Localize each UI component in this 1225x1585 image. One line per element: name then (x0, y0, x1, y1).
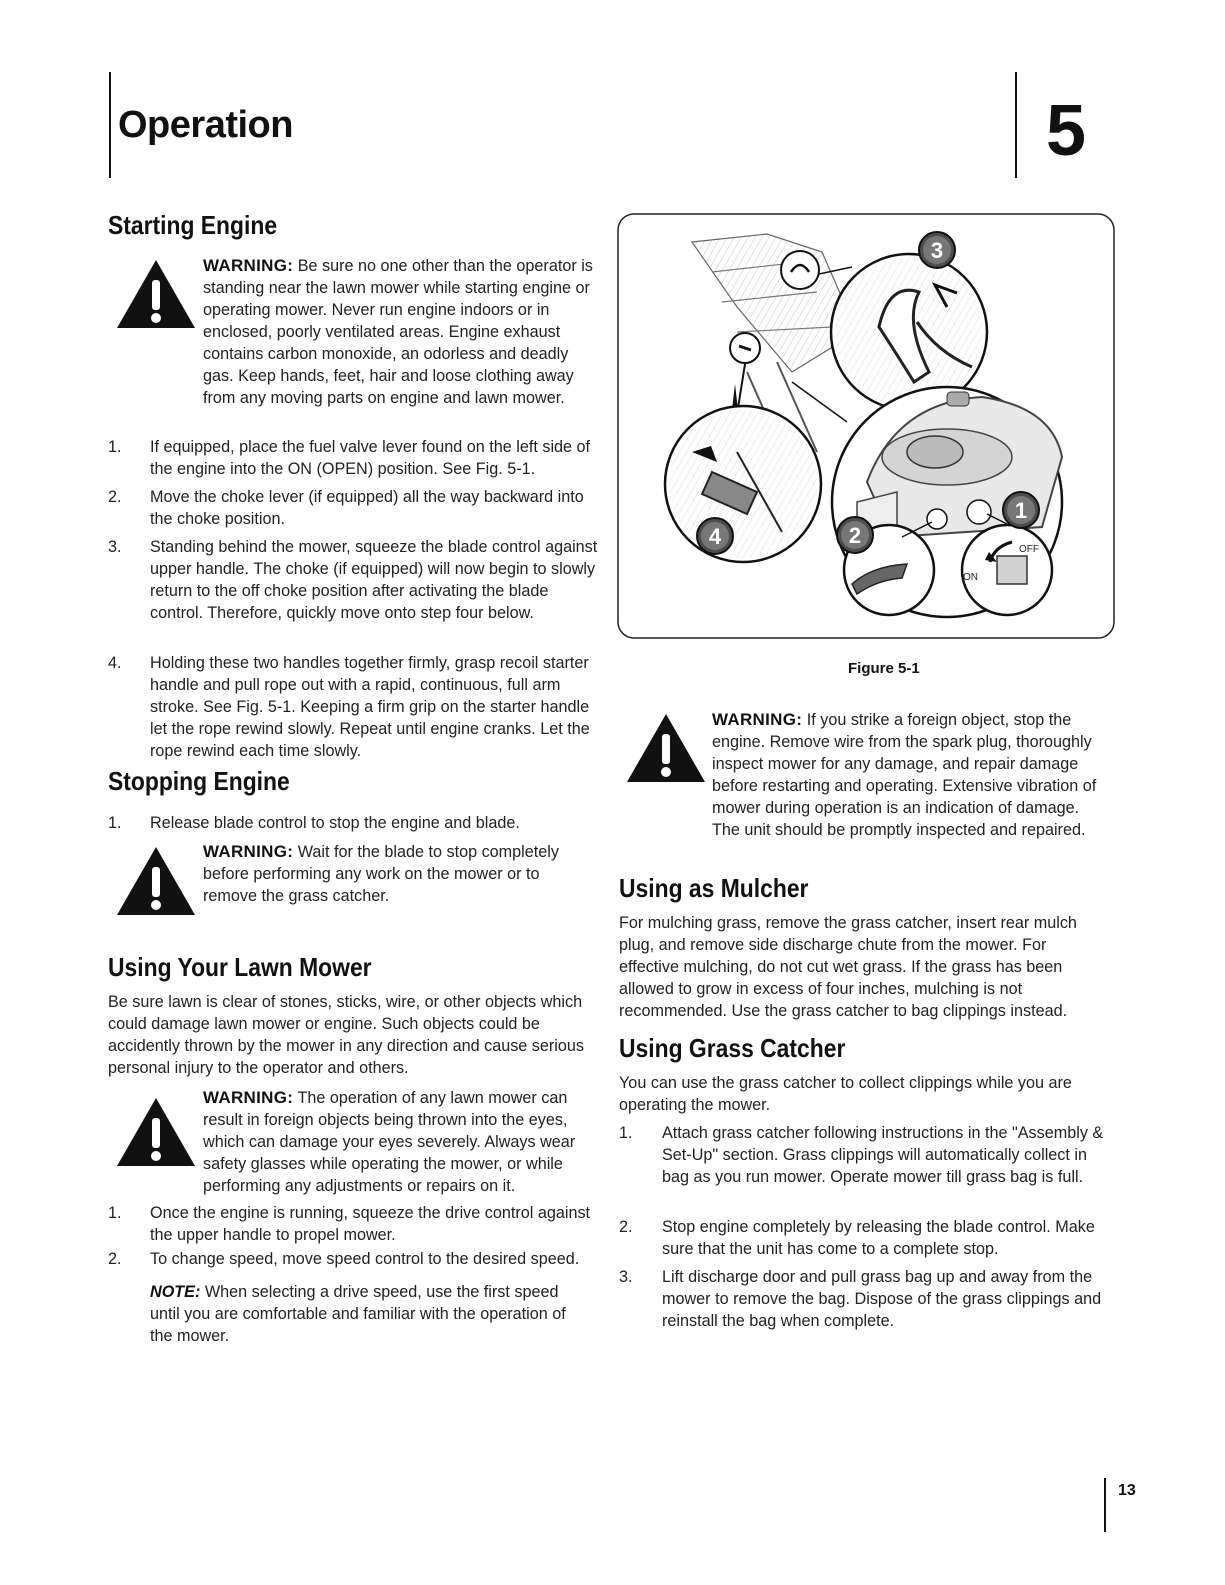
svg-text:2: 2 (848, 523, 862, 548)
step-text: Stop engine completely by releasing the blade control. Make sure that the unit has come to a complete stop. (662, 1218, 1095, 1258)
warning-label: WARNING: (203, 842, 294, 861)
mulcher-text: For mulching grass, remove the grass catcher, insert rear mulch plug, and remove side discharge chute from the mower. For effective mulching, do not cut wet grass. If the grass has been allowed to grow in excess of four inches, mulching is not recommended. Use the grass catcher to bag clippings instead. (619, 914, 1077, 1020)
fuel-valve-on-label: ON (963, 572, 978, 583)
figure-caption: Figure 5-1 (848, 660, 920, 677)
warning-triangle-icon (115, 258, 197, 330)
step-number: 1. (108, 814, 122, 832)
step-text: Once the engine is running, squeeze the drive control against the upper handle to propel mower. (150, 1204, 591, 1244)
chapter-number: 5 (1046, 91, 1087, 171)
note-drive-speed (150, 1281, 590, 1347)
using-mower-intro: Be sure lawn is clear of stones, sticks, wire, or other objects which could damage lawn mower or engine. Such objects could be accidently thrown by the mower in any direction and cause serious personal injury to the operator and others. (108, 993, 584, 1077)
header-rule-left (109, 72, 111, 178)
note-label: NOTE: (150, 1283, 201, 1301)
chapter-title: Operation (118, 104, 293, 146)
step-text: Holding these two handles together firmly, grasp recoil starter handle and pull rope out with a rapid, continuous, full arm stroke. See Fig. 5-1. Keeping a firm grip on the starter handle let the rope rewind slowly. Repeat until engine cranks. Let the rope rewind each time slowly. (150, 654, 590, 760)
warning-stopping-engine (203, 841, 593, 907)
warning-starting-engine (203, 255, 598, 409)
step-number: 2. (108, 488, 122, 506)
step-number: 1. (619, 1124, 633, 1142)
footer-rule (1104, 1478, 1106, 1532)
callout-badge-3 (919, 232, 955, 268)
warning-label: WARNING: (203, 256, 294, 275)
note-body: When selecting a drive speed, use the first speed until you are comfortable and familiar with the operation of the mower. (150, 1283, 566, 1345)
heading-starting-engine: Starting Engine (108, 210, 278, 240)
warning-triangle-icon (625, 712, 707, 784)
step-number: 3. (619, 1268, 633, 1286)
warning-triangle-icon (115, 1096, 197, 1168)
step-text: Lift discharge door and pull grass bag up and away from the mower to remove the bag. Dispose of the grass clippings and reinstall the bag when complete. (662, 1268, 1102, 1330)
step-number: 2. (108, 1250, 122, 1268)
warning-label: WARNING: (712, 710, 803, 729)
page-number: 13 (1118, 1482, 1136, 1499)
warning-body: The operation of any lawn mower can result in foreign objects being thrown into the eyes, which can damage your eyes severely. Always wear safety glasses while operating the mower, or while performing any adjustments or repairs on it. (203, 1089, 576, 1195)
step-text: Standing behind the mower, squeeze the blade control against upper handle. The choke (if equipped) will now begin to slowly return to the off choke position after activating the blade control. Therefore, quickly move onto step four below. (150, 538, 598, 622)
warning-body: Be sure no one other than the operator is standing near the lawn mower while starting engine or operating mower. Never run engine indoors or in enclosed, poorly ventilated areas. Engine exhaust contains carbon monoxide, an odorless and deadly gas. Keep hands, feet, hair and loose clothing away from any moving parts on engine and lawn mower. (203, 257, 593, 407)
warning-using-mower (203, 1087, 598, 1197)
warning-body: Wait for the blade to stop completely before performing any work on the mower or to remove the grass catcher. (203, 843, 559, 905)
heading-using-lawn-mower: Using Your Lawn Mower (108, 952, 372, 982)
figure-5-1-illustration (617, 212, 1117, 642)
step-number: 3. (108, 538, 122, 556)
step-number: 4. (108, 654, 122, 672)
step-text: Move the choke lever (if equipped) all the way backward into the choke position. (150, 488, 584, 528)
step-text: Release blade control to stop the engine and blade. (150, 814, 520, 832)
header-rule-right (1015, 72, 1017, 178)
callout-badge-2 (837, 517, 873, 553)
callout-badge-1 (1003, 492, 1039, 528)
warning-foreign-object (712, 709, 1107, 841)
warning-triangle-icon (115, 845, 197, 917)
svg-text:1: 1 (1014, 498, 1028, 523)
svg-text:4: 4 (708, 524, 722, 549)
heading-using-as-mulcher: Using as Mulcher (619, 873, 809, 903)
heading-using-grass-catcher: Using Grass Catcher (619, 1033, 846, 1063)
fuel-valve-off-label: OFF (1019, 544, 1039, 555)
warning-body: If you strike a foreign object, stop the engine. Remove wire from the spark plug, thoroughly inspect mower for any damage, and repair damage before restarting and operating. Extensive vibration of mower during operation is an indication of damage. The unit should be promptly inspected and repaired. (712, 711, 1097, 839)
step-number: 2. (619, 1218, 633, 1236)
step-number: 1. (108, 1204, 122, 1222)
step-number: 1. (108, 438, 122, 456)
step-text: Attach grass catcher following instructions in the "Assembly & Set-Up" section. Grass clippings will automatically collect in bag as you run mower. Operate mower till grass bag is full. (662, 1124, 1104, 1186)
step-text: If equipped, place the fuel valve lever found on the left side of the engine into the ON (OPEN) position. See Fig. 5-1. (150, 438, 591, 478)
svg-text:3: 3 (930, 238, 944, 263)
heading-stopping-engine: Stopping Engine (108, 766, 290, 796)
step-text: To change speed, move speed control to the desired speed. (150, 1250, 580, 1268)
callout-badge-4 (697, 518, 733, 554)
warning-label: WARNING: (203, 1088, 294, 1107)
grass-catcher-intro: You can use the grass catcher to collect clippings while you are operating the mower. (619, 1074, 1072, 1114)
